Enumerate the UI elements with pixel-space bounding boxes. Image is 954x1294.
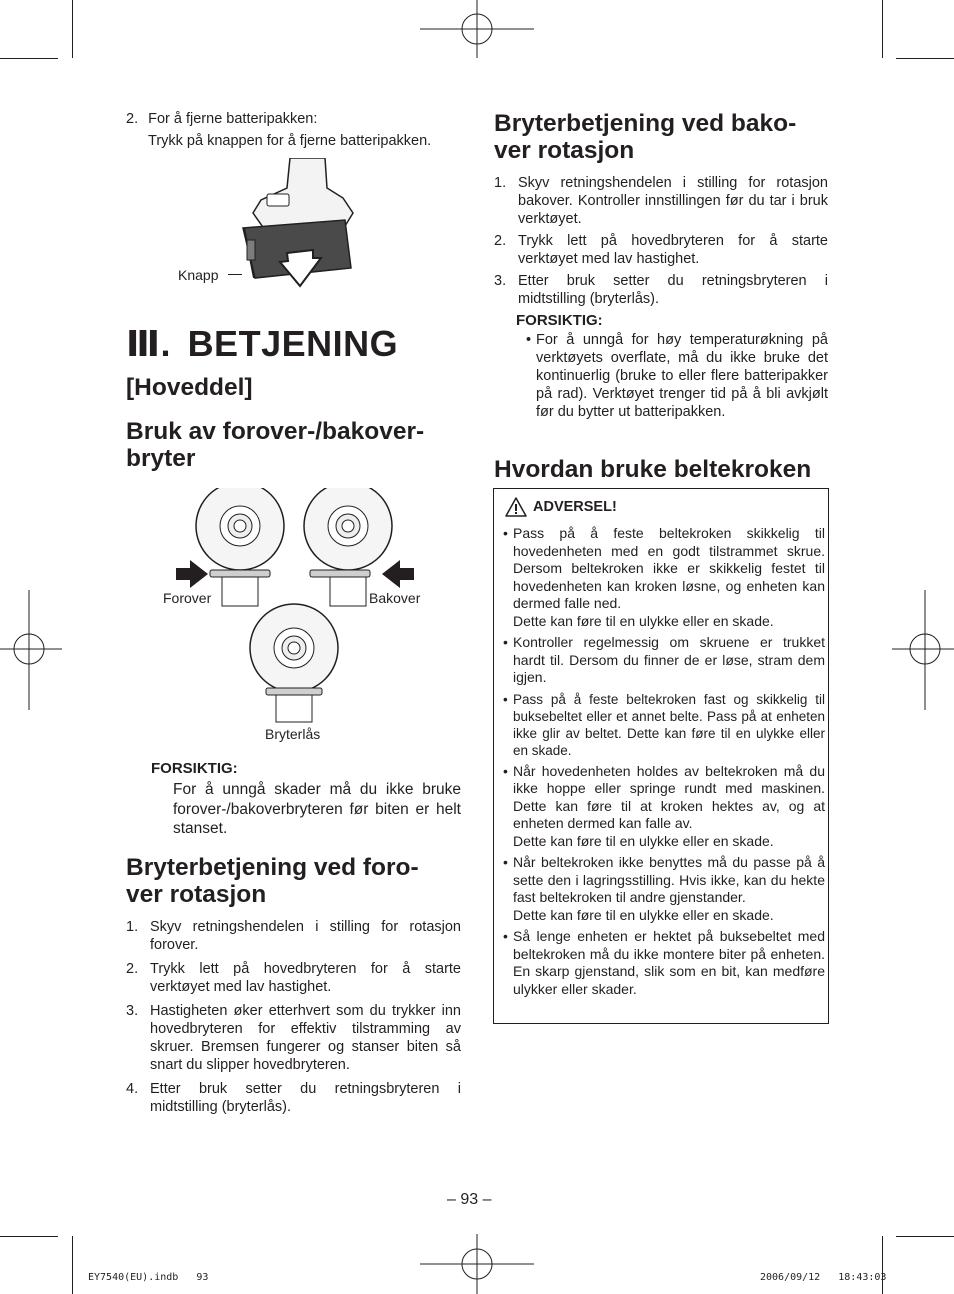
list-item-text: Etter bruk setter du retningsbryteren i midtstilling (bryterlås).: [518, 273, 828, 307]
label-button: Knapp: [178, 267, 219, 283]
list-item-text: Skyv retningshendelen i stilling for rotasjon bakover. Kontroller innstillingen før du tar i bruk verktøyet.: [518, 175, 828, 227]
label-button-leader: [228, 274, 242, 275]
list-item-number: 2.: [494, 233, 507, 249]
chapter-title: BETJENING: [187, 323, 399, 364]
battery-step-title: For å fjerne batteripakken:: [148, 111, 318, 127]
list-item: [503, 525, 825, 630]
list-item: [503, 854, 825, 924]
battery-removal-illustration: [225, 158, 365, 293]
registration-mark-left: [0, 590, 62, 710]
page-number: – 93 –: [447, 1191, 492, 1208]
list-item-text: Etter bruk setter du retningsbryteren i midtstilling (bryterlås).: [150, 1081, 461, 1115]
list-item-number: 3.: [126, 1003, 139, 1019]
chapter-numeral: Ⅲ.: [126, 323, 172, 364]
list-item: [494, 272, 828, 308]
caution-text-1: For å unngå skader må du ikke bruke forover-/bakoverbryteren før biten er helt stanset.: [173, 781, 461, 837]
forward-steps-list: [126, 918, 461, 1122]
battery-step-number: 2.: [126, 111, 139, 127]
list-item-text: Skyv retningshendelen i stilling for rotasjon forover.: [150, 919, 461, 953]
list-item-extra: Dette kan føre til en ulykke eller en skade.: [513, 612, 774, 629]
reverse-steps-list: [494, 174, 828, 312]
section-reverse-title-line2: ver rotasjon: [494, 137, 635, 164]
section-forward-title: [126, 854, 466, 908]
section-forward-title-line1: Bryterbetjening ved foro-: [126, 854, 419, 881]
warning-box: [493, 488, 829, 1024]
list-item-number: 4.: [126, 1081, 139, 1097]
warning-triangle-icon: [505, 497, 527, 517]
section-forward-title-line2: ver rotasjon: [126, 881, 267, 908]
label-reverse: Bakover: [369, 590, 421, 606]
list-item: [503, 763, 825, 851]
bullet: •: [503, 634, 508, 650]
warning-header: [505, 497, 825, 517]
list-item-number: 1.: [494, 175, 507, 191]
file-name: EY7540(EU).indb 93: [88, 1272, 209, 1283]
section-reverse-title-line1: Bryterbetjening ved bako-: [494, 110, 797, 137]
battery-step: [126, 110, 466, 150]
list-item-text: Trykk lett på hovedbryteren for å starte verktøyet med lav hastighet.: [518, 233, 828, 267]
list-item-text: Hastigheten øker etterhvert som du trykker inn hovedbryteren for effektiv tilstramming av skruer. Bremsen fungerer og stanser biten så snart du slipper hovedbryteren.: [150, 1003, 461, 1073]
section-forward-reverse-title: Bruk av forover-/bakover- bryter: [126, 418, 425, 472]
list-item: [494, 174, 828, 228]
section-reverse-title: [494, 110, 834, 164]
list-item-text: Trykk lett på hovedbryteren for å starte verktøyet med lav hastighet.: [150, 961, 461, 995]
list-item-extra: Dette kan føre til en ulykke eller en skade.: [513, 906, 774, 923]
list-item: [503, 634, 825, 687]
bullet: •: [503, 691, 508, 707]
list-item-text: Pass på å feste beltekroken skikkelig til hovedenheten med en godt tilstrammet skrue. Dersom beltekroken ikke er skikkelig festet til hovedenheten kan kroken løsne, og enheten kan dermed falle ned.: [513, 525, 825, 611]
label-switch-lock: Bryterlås: [265, 726, 321, 742]
section-belt-hook-title: Hvordan bruke beltekroken: [494, 456, 812, 483]
list-item-extra: Dette kan føre til en ulykke eller en skade.: [513, 832, 774, 849]
list-item: [126, 918, 461, 954]
registration-mark-top: [420, 0, 534, 60]
list-item: [494, 232, 828, 268]
list-item: [126, 1002, 461, 1074]
bullet: •: [503, 525, 508, 541]
list-item-text: Kontroller regelmessig om skruene er trukket hardt til. Dersom du finner de er løse, stram dem igjen.: [513, 634, 825, 685]
caution-text-2: [526, 331, 828, 421]
caution-title-1: FORSIKTIG:: [151, 760, 238, 777]
subheading-main-unit: [Hoveddel]: [126, 374, 253, 401]
list-item: [503, 691, 825, 759]
list-item-text: Når beltekroken ikke benyttes må du passe på å sette den i lagringsstilling. Hvis ikke, kan du hekte fast beltekroken til andre gjenstander.: [513, 854, 825, 905]
switch-positions-illustration: [170, 488, 430, 724]
warning-list: [503, 525, 825, 998]
list-item-number: 2.: [126, 961, 139, 977]
chapter-heading: [126, 323, 399, 364]
list-item: [503, 928, 825, 998]
list-item-number: 1.: [126, 919, 139, 935]
list-item: [126, 1080, 461, 1116]
list-item-number: 3.: [494, 273, 507, 289]
registration-mark-bottom: [420, 1234, 534, 1294]
warning-title: ADVERSEL!: [533, 499, 617, 515]
bullet: •: [503, 928, 508, 944]
registration-mark-right: [892, 590, 954, 710]
list-item-text: Når hovedenheten holdes av beltekroken må du ikke hoppe eller springe rundt med maskinen. Dette kan føre til at kroken hektes av, og at enheten dermed kan falle av.: [513, 762, 825, 831]
label-forward: Forover: [163, 590, 212, 606]
bullet: •: [503, 854, 508, 870]
bullet: •: [503, 762, 508, 779]
list-item: [126, 960, 461, 996]
bullet: •: [526, 332, 532, 348]
print-timestamp: 2006/09/12 18:43:03: [760, 1272, 887, 1283]
battery-step-text: Trykk på knappen for å fjerne batteripakken.: [148, 133, 432, 149]
caution-text-2-body: For å unngå for høy temperaturøkning på verktøyets overflate, må du ikke bruke det kontinuerlig (bruke to eller flere batteripakker på rad). Verktøyet trenger tid på å bli avkjølt før du bytter ut batteripakken.: [536, 332, 828, 420]
list-item-text: Pass på å feste beltekroken fast og skikkelig til buksebeltet eller et annet belte. Pass på at enheten ikke glir av beltet. Dette kan føre til en ulykke eller en skade.: [513, 691, 825, 758]
list-item-text: Så lenge enheten er hektet på buksebeltet med beltekroken må du ikke montere biter på enheten. En skarp gjenstand, slik som en bit, kan medføre ulykker eller skader.: [513, 928, 825, 997]
caution-title-2: FORSIKTIG:: [516, 312, 603, 329]
